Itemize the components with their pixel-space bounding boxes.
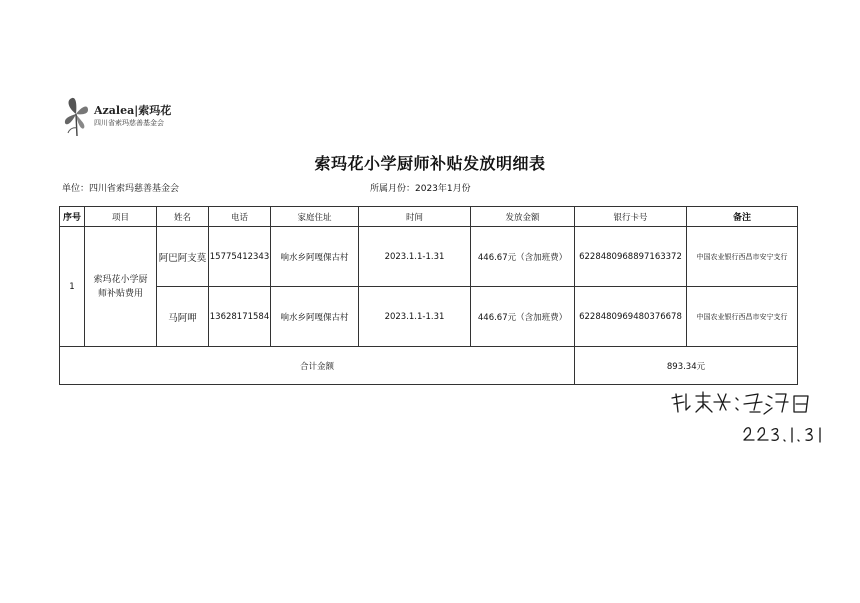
card-cell: 6228480969480376678 <box>575 287 687 347</box>
address-cell: 响水乡阿嘎倮古村 <box>271 287 359 347</box>
total-label-cell: 合计金额 <box>60 347 575 385</box>
project-text: 索玛花小学厨师补贴费用 <box>93 274 148 299</box>
table-row <box>60 227 798 287</box>
month-label: 所属月份：2023年1月份 <box>370 184 471 194</box>
logo <box>60 94 200 140</box>
seq-cell: 1 <box>60 227 85 347</box>
table-row <box>60 287 798 347</box>
phone-cell: 15775412343 <box>209 227 271 287</box>
header-seq: 序号 <box>60 207 85 227</box>
logo-brand-text: Azalea|索玛花 <box>94 104 172 117</box>
project-cell <box>85 227 157 347</box>
amount-cell: 446.67元（含加班费） <box>471 227 575 287</box>
phone-cell: 13628171584 <box>209 287 271 347</box>
note-cell: 中国农业银行西昌市安宁支行 <box>687 227 798 287</box>
table-header-row <box>60 207 798 227</box>
header-time: 时间 <box>359 207 471 227</box>
time-cell: 2023.1.1-1.31 <box>359 227 471 287</box>
address-cell: 响水乡阿嘎倮古村 <box>271 227 359 287</box>
total-row <box>60 347 798 385</box>
time-cell: 2023.1.1-1.31 <box>359 287 471 347</box>
name-cell: 阿巴阿支莫 <box>157 227 209 287</box>
document-title: 索玛花小学厨师补贴发放明细表 <box>314 154 546 173</box>
note-cell: 中国农业银行西昌市安宁支行 <box>687 287 798 347</box>
card-cell: 6228480968897163372 <box>575 227 687 287</box>
header-address: 家庭住址 <box>271 207 359 227</box>
amount-cell: 446.67元（含加班费） <box>471 287 575 347</box>
azalea-flower-icon <box>60 94 92 138</box>
subsidy-table <box>59 206 798 385</box>
header-card: 银行卡号 <box>575 207 687 227</box>
header-amount: 发放金额 <box>471 207 575 227</box>
header-project: 项目 <box>85 207 157 227</box>
name-cell: 马阿呷 <box>157 287 209 347</box>
unit-label: 单位：四川省索玛慈善基金会 <box>62 184 180 194</box>
header-name: 姓名 <box>157 207 209 227</box>
total-value-cell: 893.34元 <box>575 347 798 385</box>
header-note: 备注 <box>687 207 798 227</box>
header-phone: 电话 <box>209 207 271 227</box>
handwritten-signature <box>664 388 844 448</box>
logo-org-text: 四川省索玛慈善基金会 <box>94 119 164 127</box>
